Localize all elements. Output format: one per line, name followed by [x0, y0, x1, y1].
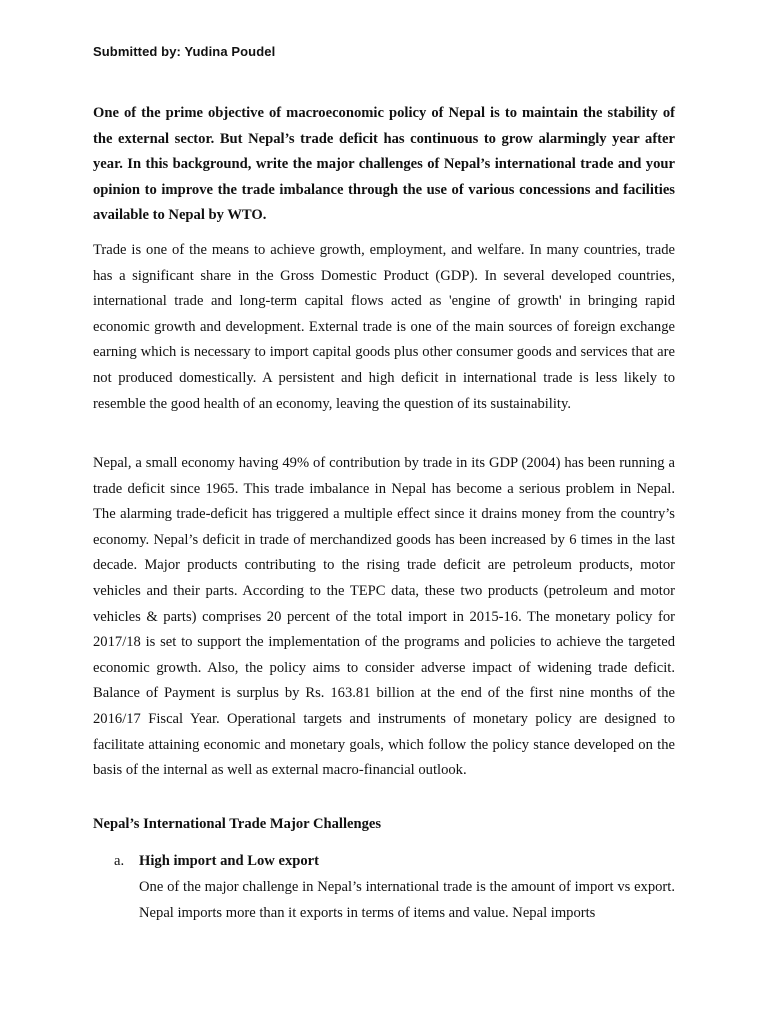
paragraph-intro: Trade is one of the means to achieve growth, employment, and welfare. In many countries, trade has a significant share in the Gross Domestic Product (GDP). In several developed countries, international trade and long-term capital flows acted as 'engine of growth' in bringing rapid economic growth and development. External trade is one of the main sources of foreign exchange earning which is necessary to import capital goods plus other consumer goods and services that are not produced domestically. A persistent and high deficit in international trade is less likely to resemble the good health of an economy, leaving the question of its sustainability. [93, 242, 675, 412]
section-heading: Nepal’s International Trade Major Challenges [93, 816, 382, 832]
paragraph-nepal-trade: Nepal, a small economy having 49% of contribution by trade in its GDP (2004) has been running a trade deficit since 1965. This trade imbalance in Nepal has become a serious problem in Nepal. The alarming trade-deficit has triggered a multiple effect since it drains money from the country’s economy. Nepal’s deficit in trade of merchandized goods has been increased by 6 times in the last decade. Major products contributing to the rising trade deficit are petroleum products, motor vehicles and their parts. According to the TEPC data, these two products (petroleum and motor vehicles & parts) comprises 20 percent of the total import in 2015-16. The monetary policy for 2017/18 is set to support the implementation of the programs and policies to achieve the targeted economic growth. Also, the policy aims to consider adverse impact of widening trade deficit. Balance of Payment is surplus by Rs. 163.81 billion at the end of the first nine months of the 2016/17 Fiscal Year. Operational targets and instruments of monetary policy are designed to facilitate attaining economic and monetary goals, which follow the policy stance developed on the basis of the internal as well as external macro-financial outlook. [93, 455, 675, 779]
list-item-title: High import and Low export [139, 853, 319, 869]
list-marker: a. [114, 853, 125, 869]
list-item-body: One of the major challenge in Nepal’s international trade is the amount of import vs export. Nepal imports more than it exports in terms of items and value. Nepal imports [139, 879, 675, 921]
submitted-by: Submitted by: Yudina Poudel [93, 44, 276, 59]
question-prompt: One of the prime objective of macroeconomic policy of Nepal is to maintain the stability of the external sector. But Nepal’s trade deficit has continuous to grow alarmingly year after year. In this background, write the major challenges of Nepal’s international trade and your opinion to improve the trade imbalance through the use of various concessions and facilities available to Nepal by WTO. [93, 105, 675, 224]
